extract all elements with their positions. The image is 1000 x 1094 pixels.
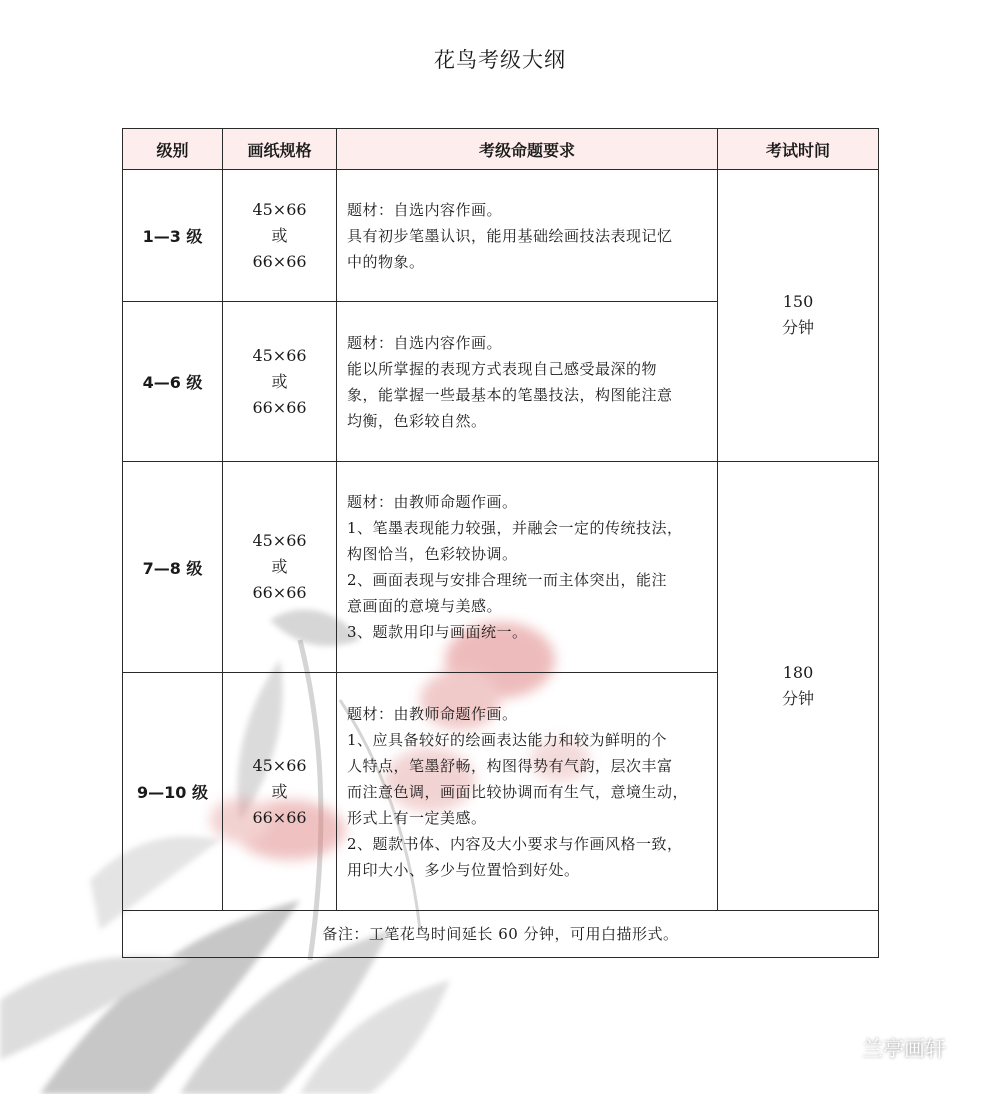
watermark-text: 兰亭画轩 [862, 1037, 946, 1061]
requirement-line: 意画面的意境与美感。 [347, 597, 503, 616]
level-cell: 7—8 级 [123, 461, 223, 673]
header-requirement: 考级命题要求 [337, 129, 718, 170]
table-row [123, 461, 879, 673]
requirement-line: 题材：自选内容作画。 [347, 200, 503, 219]
requirement-line: 象，能掌握一些最基本的笔墨技法，构图能注意 [347, 385, 673, 404]
paper-size: 45×66 [252, 531, 307, 551]
requirement-cell [337, 673, 718, 911]
paper-size: 45×66 [252, 345, 307, 365]
header-time: 考试时间 [718, 129, 879, 170]
time-unit: 分钟 [781, 688, 814, 708]
note-cell: 备注：工笔花鸟时间延长 60 分钟，可用白描形式。 [123, 910, 879, 957]
requirement-line: 形式上有一定美感。 [347, 808, 487, 827]
page-title: 花鸟考级大纲 [434, 48, 566, 72]
paper-or: 或 [271, 225, 288, 245]
paper-size: 66×66 [252, 583, 307, 603]
paper-size: 66×66 [252, 807, 307, 827]
requirement-line: 1、笔墨表现能力较强，并融会一定的传统技法， [347, 519, 683, 538]
requirement-line: 而注意色调，画面比较协调而有生气，意境生动， [347, 782, 689, 801]
requirement-line: 人特点，笔墨舒畅，构图得势有气韵，层次丰富 [347, 756, 673, 775]
requirement-cell [337, 302, 718, 461]
time-cell [718, 461, 879, 910]
requirement-line: 均衡，色彩较自然。 [347, 411, 487, 430]
time-cell [718, 170, 879, 462]
paper-or: 或 [271, 557, 288, 577]
paper-cell [223, 461, 337, 673]
paper-cell [223, 170, 337, 302]
requirement-line: 能以所掌握的表现方式表现自己感受最深的物 [347, 359, 658, 378]
requirement-line: 构图恰当，色彩较协调。 [347, 545, 518, 564]
paper-or: 或 [271, 371, 288, 391]
requirement-line: 2、题款书体、内容及大小要求与作画风格一致， [347, 834, 683, 853]
requirement-line: 用印大小、多少与位置恰到好处。 [347, 860, 580, 879]
requirement-line: 题材：由教师命题作画。 [347, 493, 518, 512]
requirement-line: 3、题款用印与画面统一。 [347, 623, 528, 642]
level-cell: 4—6 级 [123, 302, 223, 461]
paper-cell [223, 673, 337, 911]
wechat-icon [822, 1034, 856, 1062]
paper-size: 45×66 [252, 199, 307, 219]
syllabus-table [122, 128, 879, 958]
requirement-line: 具有初步笔墨认识，能用基础绘画技法表现记忆 [347, 226, 673, 245]
requirement-line: 2、画面表现与安排合理统一而主体突出，能注 [347, 571, 668, 590]
requirement-line: 1、应具备较好的绘画表达能力和较为鲜明的个 [347, 730, 668, 749]
level-cell: 9—10 级 [123, 673, 223, 911]
level-cell: 1—3 级 [123, 170, 223, 302]
time-value: 180 [782, 662, 814, 682]
paper-size: 66×66 [252, 397, 307, 417]
watermark [822, 1030, 946, 1066]
requirement-cell [337, 170, 718, 302]
paper-or: 或 [271, 781, 288, 801]
header-paper: 画纸规格 [223, 129, 337, 170]
requirement-line: 题材：由教师命题作画。 [347, 704, 518, 723]
time-unit: 分钟 [781, 318, 814, 338]
table-row [123, 170, 879, 302]
requirement-line: 中的物象。 [347, 252, 425, 271]
table-header-row [123, 129, 879, 170]
paper-size: 66×66 [252, 251, 307, 271]
paper-size: 45×66 [252, 755, 307, 775]
requirement-line: 题材：自选内容作画。 [347, 333, 503, 352]
header-level: 级别 [123, 129, 223, 170]
time-value: 150 [782, 292, 814, 312]
paper-cell [223, 302, 337, 461]
requirement-cell [337, 461, 718, 673]
note-row [123, 910, 879, 957]
